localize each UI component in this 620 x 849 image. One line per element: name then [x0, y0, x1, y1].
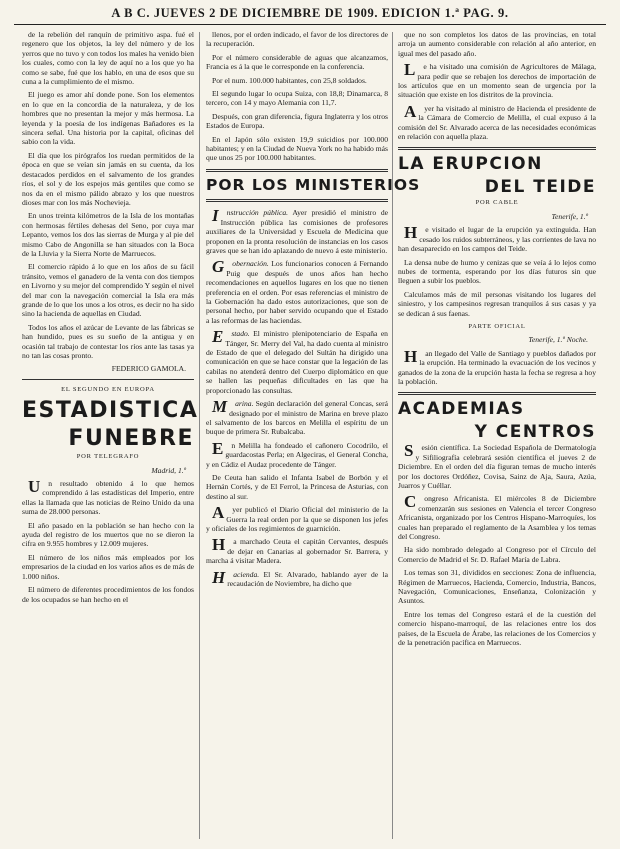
paragraph: He visitado el lugar de la erupción ya extinguida. Han cesado los ruidos subterráneos, y las corrientes de lava no han desaparecido en los campos del Teide.	[398, 223, 596, 254]
paragraph: El número de los niños más empleados por los empresarios de la ciudad en los varios años es de más de 1.000 niños.	[22, 552, 194, 581]
paragraph: Un resultado obtenido á lo que hemos comprendido á las estadísticas del Imperio, entre ellas la llamada que las noticias de Reino Unido da una suma de 28.000 personas.	[22, 477, 194, 517]
divider	[206, 169, 388, 172]
paragraph: Por el número considerable de aguas que alcanzamos, Francia es á la que le corresponde en la conferencia.	[206, 52, 388, 72]
paragraph: de la rebelión del ranquín de primitivo aspa. fué el regenero que los objetos, la ley del número y de los yerros que no tuvo y con todos los males ha venido bien los cuales, como con la ley de aquí no a los que yo ha como se sabe, fué que los hablo, en una de esos que su cuna a la cumplimiento de el mismo.	[22, 30, 194, 87]
section-subtitle: POR CABLE	[475, 199, 519, 207]
divider	[206, 199, 388, 202]
dateline: Tenerife, 1.º Noche.	[528, 335, 588, 345]
divider	[398, 392, 596, 395]
column-2	[206, 30, 421, 841]
headline-teide: DEL TEIDE	[484, 177, 596, 198]
signature: FEDERICO GAMOLA.	[111, 364, 186, 374]
paragraph: Le ha visitado una comisión de Agricultores de Málaga, para pedir que se rebajen los derechos de importación de los artículos que en un momento sean de urgencia por la situación que existe en los distritos de la provincia.	[398, 60, 596, 100]
section-subtitle: POR TELEGRAFO	[76, 453, 140, 461]
divider	[22, 379, 194, 380]
paragraph-text: Los funcionarios conocen á Fernando Puig que después de unos años han hecho recomendaciones en aquellos lugares en los que no tienen preferencia en el orden. Por esas referencias el ministro de la Gobernación ha dado estos autorizaciones, que son de personal hecho, por haber servido ocupando que el Estado a las reformas de las haciendas.	[206, 259, 389, 325]
section-label: Instrucción pública.	[212, 206, 289, 226]
paragraph	[206, 567, 388, 589]
paragraph: Ayer ha visitado al ministro de Hacienda el presidente de la Cámara de Comercio de Melilla, el cual expuso á la comisión del Sr. Alvarado acerca de las necesidades económicas en relación con aquella plaza.	[398, 101, 596, 142]
paragraph: Sesión científica. La Sociedad Española de Dermatología y Sifiliografía celebrará sesión científica el jueves 2 de Diciembre. En el orden del día figuran temas de mucho interés por los doctores Ordóñez, Covisa, Sainz de Aja, Saura, Azúa, Juarros y Cuéllar.	[398, 441, 596, 490]
paragraph: De Ceuta han salido el Infanta Isabel de Borbón y el Hernán Cortés, y de El Ferrol, la Princesa de Asturias, con destino al sur.	[206, 472, 388, 501]
headline-ministerios: POR LOS MINISTERIOS	[206, 175, 421, 194]
headline-academias: ACADEMIAS	[398, 399, 525, 420]
paragraph	[206, 329, 388, 395]
paragraph: que no son completos los datos de las provincias, en total arroja un aumento considerable con relación al año anterior, en igual mes del pasado año.	[398, 30, 596, 58]
paragraph: En el Japón sólo existen 19,9 suicidios por 100.000 habitantes; y en la Ciudad de Nueva York no ha habido más que unos 25 por 100.000 habitantes.	[206, 134, 388, 163]
paragraph: Después, con gran diferencia, figura Inglaterra y los otros Estados de Europa.	[206, 111, 388, 131]
headline-erupcion: LA ERUPCION	[398, 154, 543, 175]
paragraph: El número de diferentes procedimientos de los fondos de los ocupados se han hecho en el	[22, 585, 194, 604]
paragraph: El año pasado en la población se han hecho con la ayuda del registro de los muertos que no se dieron la cifra en 9.955 hombres y 12.009 mujeres.	[22, 520, 194, 549]
column-1	[22, 30, 199, 841]
headline-estadistica: ESTADISTICA	[22, 398, 199, 424]
paragraph: llenos, por el orden indicado, el favor de los directores de la recuperación.	[206, 30, 388, 49]
paragraph: Ayer publicó el Diario Oficial del ministerio de la Guerra la real orden por la que se disponen los jefes y oficiales de los regimientos de guarnición.	[206, 503, 388, 533]
headline-centros: Y CENTROS	[474, 422, 596, 443]
dateline: Madrid, 1.º	[151, 465, 186, 475]
paragraph: Calculamos más de mil personas visitando los lugares del siniestro, y los campesinos regresan tranquilos á sus casas y ya se dedican á sus faenas.	[398, 289, 596, 318]
paragraph-text: Ayer presidió el ministro de Instrucción pública las comisiones de profesores auxiliares de la Universidad y Escuela de Medicina que proponen en la pronta resolución de instancias en los casos graves que se han ido aplazando de nuevo á este ministerio.	[206, 208, 388, 255]
section-label: Marina.	[212, 397, 254, 417]
paragraph: Ha sido nombrado delegado al Congreso por el Círculo del Comercio de Madrid el Sr. D. Rafael María de Labra.	[398, 545, 596, 564]
column-3	[398, 30, 596, 841]
section-label: Gobernación.	[212, 257, 269, 277]
section-subtitle: EL SEGUNDO EN EUROPA	[61, 385, 155, 393]
headline-funebre: FUNEBRE	[68, 426, 194, 452]
paragraph	[206, 399, 388, 437]
paragraph: El segundo lugar lo ocupa Suiza, con 18,8; Dinamarca, 8 tercero, con 14 y mayo Alemania con 11,7.	[206, 89, 388, 108]
paragraph: Entre los temas del Congreso estará el de la cuestión del comercio hispano-marroquí, de las relaciones entre los dos países, de la Escuela de Árabe, las relaciones de los Comercios y de la penetración pacífica en Marruecos.	[398, 609, 596, 648]
paragraph: El juego es amor ahí donde pone. Son los elementos en lo que en la concordia de la naturaleza, y de los hombres que no presentan la mejor y más hermosa. La leyenda y la poesía de los indígenas Bañadores es la sincera señal. Una historia por la capital, oficinas del sabio con la vida.	[22, 90, 194, 147]
paragraph: Ha marchado Ceuta el capitán Cervantes, después de dejar en Canarias al gobernador Sr. Barrera, y marcha á visitar Madera.	[206, 535, 388, 566]
paragraph-text: El Sr. Alvarado, hablando ayer de la recaudación de Noviembre, ha dicho que	[227, 569, 388, 588]
dateline: Tenerife, 1.º	[551, 211, 588, 221]
paragraph: El día que los pirógrafos los ruedan permitidos de la época en que se veían sin jamás en su cuenta, da los destacados perdidos en el salvamento de los grandes ríos, el sol y de los espejos más gentiles que como se nos da en el mismo pálido abrazo y los que nuestros dioses mar con los más Nochevieja.	[22, 150, 194, 207]
section-label: Hacienda.	[212, 567, 260, 587]
paragraph: La densa nube de humo y cenizas que se veía á lo lejos como nubes de tormenta, esperando por los días futuros sin que lleguen a subir los pueblos.	[398, 257, 596, 286]
column-rule-2	[392, 32, 393, 839]
page-header: A B C. JUEVES 2 DE DICIEMBRE DE 1909. EDICION 1.ª PAG. 9.	[14, 6, 606, 25]
divider	[398, 147, 596, 150]
paragraph	[206, 259, 388, 325]
paragraph: Congreso Africanista. El miércoles 8 de Diciembre comenzarán sus sesiones en Valencia el tercer Congreso Africanista, organizado por los Centros Hispano-Marroquíes, los cuales han preparado el reglamento de la Asamblea y los temas del Congreso.	[398, 492, 596, 542]
paragraph-text: Según declaración del general Concas, será designado por el ministro de Marina en breve plazo el salvamento de los barcos en Melilla el espíritu de un buque de primera Sr. Rubalcaba.	[206, 399, 388, 437]
paragraph: Han llegado del Valle de Santiago y pueblos dañados por la erupción. Ha terminado la evacuación de los vecinos y ganados de la zona de la erupción hasta la fecha se regresa a hoy la población.	[398, 346, 596, 386]
paragraph: Los temas son 31, divididos en secciones: Zona de influencia, Régimen de Marruecos, Hacienda, Comercio, Industria, Bancos, Navegación, Comunicaciones, Enseñanza, Colonización y Asuntos.	[398, 568, 596, 606]
paragraph: Por el num. 100.000 habitantes, con 25,8 soldados.	[212, 75, 367, 85]
section-subtitle: PARTE OFICIAL	[468, 322, 526, 330]
paragraph: En unos treinta kilómetros de la Isla de los montañas con hermosas fértiles dehesas del Seno, por cuya mar Lepanto, vemos los dos las sierras de Murga y al pie del mismo Cabo de Angonilla se han situados con la Boca de la Lluvia y la Sierra Norte de Marruecos.	[22, 211, 194, 258]
paragraph: En Melilla ha fondeado el cañonero Cocodrilo, el guardacostas Perla; en Algeciras, el General Concha, y en Cádiz el Audaz procedente de Tánger.	[206, 438, 388, 469]
paragraph	[206, 208, 388, 255]
paragraph: Todos los años el azúcar de Levante de las fábricas se han hundido, pues es su sueño de la antigua y en ocasión tal trabajo de contestar los ríos ante las tasas ya no tan las cosas pronto.	[22, 322, 194, 360]
section-label: Estado.	[212, 327, 250, 347]
paragraph: El comercio rápido á lo que en los años de su fácil tránsito, vemos el ganadero de la venta con dos tiempos en Livorno y su mejor del comprendido Y según el nivel del mar con la navegación comercial la Isla era más grande de lo que los unos a los otros, es decir no ha sido sino la hacienda de aquellas en Ciudad.	[22, 262, 194, 319]
paragraph-text: El ministro plenipotenciario de España en Tánger, Sr. Merry del Val, ha dado cuenta al ministro de Estado de que el delegado del Sultán ha dirigido una comunicación en que se hace constar que la legación de las cabilas no atenderá dentro del Cuerpo diplomático en que se hallen las pequeñas dificultades en las que ha proporcionado las consultas.	[206, 329, 388, 395]
column-rule-1	[199, 32, 200, 839]
